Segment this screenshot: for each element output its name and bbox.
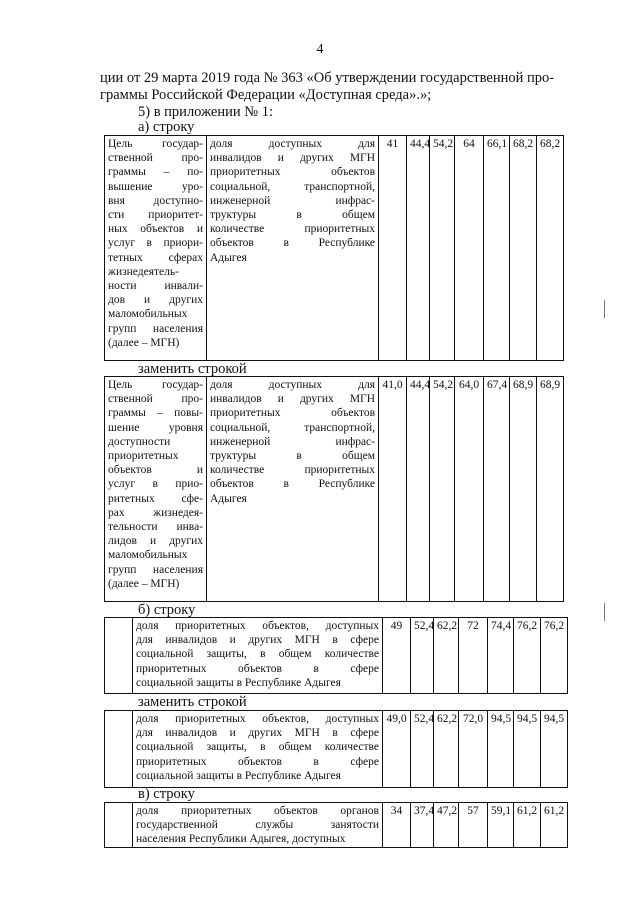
empty-cell — [105, 618, 133, 694]
cell-text-line: жизнедеятель- — [108, 265, 179, 278]
block-label: б) строку — [138, 602, 196, 618]
indicator-row-table — [104, 135, 564, 361]
cell-text-line: приоритетных объектов — [210, 166, 375, 179]
cell-text-line: объектов и — [108, 464, 203, 477]
value-cell: 34 — [383, 803, 411, 848]
value-cell: 47,2 — [434, 803, 459, 848]
cell-text-line: (далее – МГН) — [108, 336, 180, 349]
value-cell: 52,4 — [411, 618, 434, 694]
cell-text-line: социальной, транспортной, — [210, 421, 375, 434]
cell-text-line: Адыгея — [210, 492, 247, 505]
cell-text-line: социальной, транспортной, — [210, 180, 375, 193]
page-number: 4 — [316, 42, 324, 57]
value-cell: 94,5 — [488, 711, 514, 788]
table-row — [105, 136, 564, 361]
cell-text-line: инвалидов и других МГН — [210, 152, 375, 165]
value-cell: 68,9 — [510, 377, 537, 602]
cell-text-line: тельности инва- — [108, 521, 203, 534]
indicator-cell — [207, 377, 379, 602]
cell-text-line: объектов в Республике — [210, 237, 375, 250]
cell-text-line: сти приоритет- — [108, 209, 203, 222]
value-cell: 37,4 — [411, 803, 434, 848]
value-cell: 57 — [459, 803, 488, 848]
item-5-heading: 5) в приложении № 1: — [138, 104, 273, 120]
value-cell: 61,2 — [514, 803, 541, 848]
indicator-row-table — [104, 617, 568, 694]
value-cell: 68,2 — [510, 136, 537, 361]
cell-text-line: государственной службы занятости — [136, 819, 379, 832]
empty-cell — [105, 711, 133, 788]
cell-text-line: (далее – МГН) — [108, 577, 180, 590]
block-label: в) строку — [138, 786, 195, 802]
value-cell: 61,2 — [541, 803, 568, 848]
block-label: заменить строкой — [138, 361, 247, 377]
value-cell: 44,4 — [407, 377, 430, 602]
cell-text-line: приоритетных объектов в сфере — [136, 755, 379, 768]
value-cell: 54,2 — [430, 136, 455, 361]
cell-text-line: шение уровня — [108, 421, 203, 434]
value-cell: 76,2 — [514, 618, 541, 694]
cell-text-line: населения Республики Адыгея, доступных — [136, 833, 346, 846]
cell-text-line: ных объектов и — [108, 223, 203, 236]
cell-text-line: объектов в Республике — [210, 478, 375, 491]
value-cell: 66,1 — [484, 136, 510, 361]
value-cell: 54,2 — [430, 377, 455, 602]
table-row — [105, 711, 568, 788]
cell-text-line: доля доступных для — [210, 379, 375, 391]
block-label: а) строку — [138, 119, 195, 135]
value-cell: 76,2 — [541, 618, 568, 694]
cell-text-line: доля приоритетных объектов, доступных — [136, 713, 379, 725]
value-cell: 94,5 — [541, 711, 568, 788]
value-cell: 72 — [459, 618, 488, 694]
margin-mark — [604, 603, 605, 621]
value-cell: 59,1 — [488, 803, 514, 848]
cell-text-line: ности инвали- — [108, 280, 203, 293]
value-cell: 52,4 — [411, 711, 434, 788]
cell-text-line: количестве приоритетных — [210, 464, 375, 477]
cell-text-line: доля доступных для — [210, 138, 375, 150]
cell-text-line: социальной защиты, в общем количестве — [136, 648, 379, 661]
cell-text-line: количестве приоритетных — [210, 223, 375, 236]
cell-text-line: Цель государ- — [108, 138, 203, 150]
indicator-cell — [207, 136, 379, 361]
value-cell: 74,4 — [488, 618, 514, 694]
value-cell: 62,2 — [434, 618, 459, 694]
cell-text-line: доля приоритетных объектов органов — [136, 805, 379, 817]
cell-text-line: маломобильных — [108, 308, 188, 321]
margin-mark — [604, 300, 605, 318]
cell-text-line: Цель государ- — [108, 379, 203, 391]
value-cell: 67,4 — [484, 377, 510, 602]
cell-text-line: приоритетных объектов в сфере — [136, 662, 379, 675]
indicator-cell — [133, 803, 383, 848]
block-label: заменить строкой — [138, 694, 247, 710]
goal-cell — [105, 136, 207, 361]
cell-text-line: инвалидов и других МГН — [210, 393, 375, 406]
cell-text-line: лидов и других — [108, 535, 203, 548]
value-cell: 64,0 — [455, 377, 484, 602]
indicator-row-table — [104, 802, 568, 848]
cell-text-line: труктуры в общем — [210, 209, 375, 222]
cell-text-line: услуг в приори- — [108, 237, 203, 250]
cell-text-line: для инвалидов и других МГН в сфере — [136, 727, 379, 740]
value-cell: 49,0 — [383, 711, 411, 788]
cell-text-line: групп населения — [108, 322, 203, 335]
value-cell: 68,2 — [537, 136, 564, 361]
cell-text-line: инженерной инфрас- — [210, 194, 375, 207]
value-cell: 41 — [379, 136, 407, 361]
indicator-cell — [133, 618, 383, 694]
cell-text-line: тетных сферах — [108, 251, 203, 264]
cell-text-line: социальной защиты, в общем количестве — [136, 741, 379, 754]
value-cell: 44,4 — [407, 136, 430, 361]
cell-text-line: приоритетных — [108, 450, 179, 463]
cell-text-line: вышение уро- — [108, 180, 203, 193]
value-cell: 41,0 — [379, 377, 407, 602]
empty-cell — [105, 803, 133, 848]
cell-text-line: инженерной инфрас- — [210, 435, 375, 448]
cell-text-line: доля приоритетных объектов, доступных — [136, 620, 379, 632]
cell-text-line: социальной защиты в Республике Адыгея — [136, 676, 341, 689]
cell-text-line: ственной про- — [108, 152, 203, 165]
cell-text-line: приоритетных объектов — [210, 407, 375, 420]
cell-text-line: групп населения — [108, 563, 203, 576]
cell-text-line: доступности — [108, 435, 171, 448]
indicator-row-table — [104, 710, 568, 788]
value-cell: 72,0 — [459, 711, 488, 788]
value-cell: 94,5 — [514, 711, 541, 788]
indicator-row-table — [104, 376, 564, 602]
cell-text-line: дов и других — [108, 294, 203, 307]
value-cell: 64 — [455, 136, 484, 361]
cell-text-line: услуг в прио- — [108, 478, 203, 491]
intro-line-2: граммы Российской Федерации «Доступная среда».»; — [100, 87, 432, 103]
cell-text-line: вня доступно- — [108, 194, 203, 207]
value-cell: 49 — [383, 618, 411, 694]
table-row — [105, 618, 568, 694]
cell-text-line: граммы – по- — [108, 166, 203, 179]
cell-text-line: социальной защиты в Республике Адыгея — [136, 769, 341, 782]
cell-text-line: Адыгея — [210, 251, 247, 264]
cell-text-line: для инвалидов и других МГН в сфере — [136, 634, 379, 647]
value-cell: 62,2 — [434, 711, 459, 788]
table-row — [105, 377, 564, 602]
indicator-cell — [133, 711, 383, 788]
goal-cell — [105, 377, 207, 602]
cell-text-line: труктуры в общем — [210, 450, 375, 463]
cell-text-line: ритетных сфе- — [108, 492, 203, 505]
cell-text-line: маломобильных — [108, 549, 188, 562]
cell-text-line: ственной про- — [108, 393, 203, 406]
table-row — [105, 803, 568, 848]
cell-text-line: рах жизнедея- — [108, 506, 203, 519]
intro-line-1: ции от 29 марта 2019 года № 363 «Об утверждении государственной про- — [100, 70, 555, 86]
value-cell: 68,9 — [537, 377, 564, 602]
cell-text-line: граммы – повы- — [108, 407, 203, 420]
